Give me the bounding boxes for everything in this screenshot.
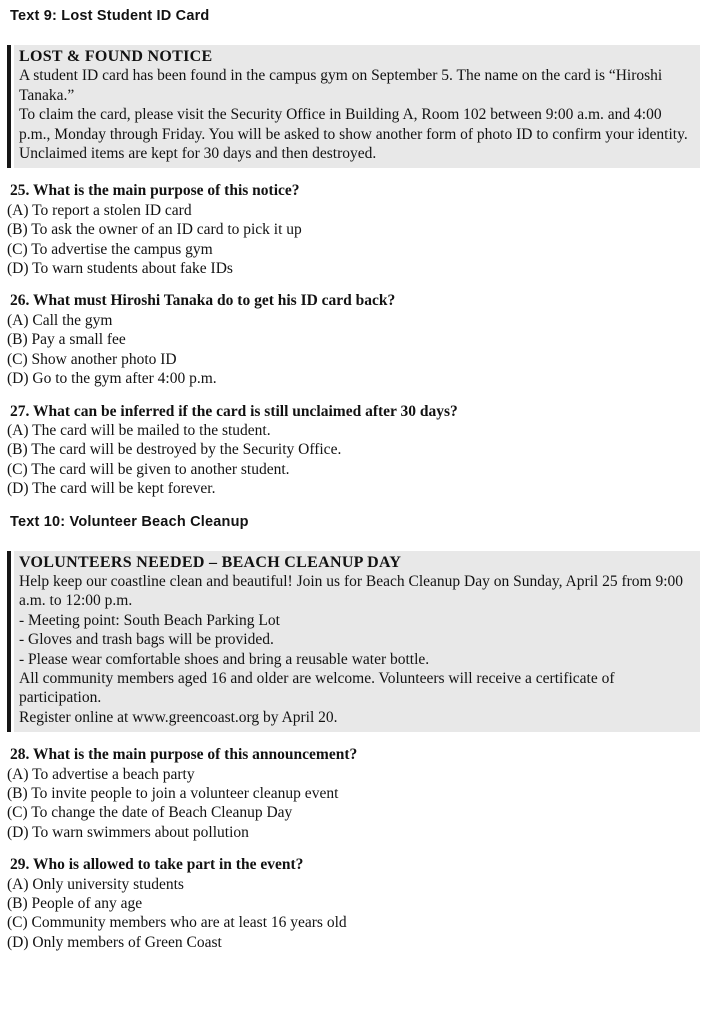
question-number: 27. (10, 402, 30, 420)
question-28 (7, 745, 700, 842)
option-letter: (D) (7, 480, 29, 498)
question-number: 26. (10, 292, 30, 310)
option-letter: (B) (7, 441, 28, 459)
option-letter: (A) (7, 765, 29, 783)
option-letter: (D) (7, 260, 29, 278)
answer-option: (C) The card will be given to another student. (7, 460, 290, 478)
notice-paragraph: A student ID card has been found in the campus gym on September 5. The name on the card is “Hiroshi Tanaka.” (19, 67, 663, 104)
notice-paragraph: To claim the card, please visit the Security Office in Building A, Room 102 between 9:00 a.m. and 4:00 p.m., Monday through Friday. You will be asked to show another form of photo ID to confirm your identity. (19, 106, 688, 143)
option-letter: (C) (7, 914, 28, 932)
option-letter: (C) (7, 460, 28, 478)
answer-option: (B) People of any age (7, 895, 143, 913)
question-number: 29. (10, 856, 30, 874)
lost-found-notice (7, 45, 700, 168)
question-27 (7, 402, 700, 499)
option-letter: (B) (7, 331, 28, 349)
question-25 (7, 181, 700, 278)
section-heading-text-10: Text 10: Volunteer Beach Cleanup (10, 513, 249, 530)
answer-option: (C) Show another photo ID (7, 350, 177, 368)
answer-option: (B) The card will be destroyed by the Security Office. (7, 441, 342, 459)
option-letter: (C) (7, 804, 28, 822)
option-letter: (A) (7, 875, 29, 893)
notice-body (14, 551, 700, 733)
option-letter: (D) (7, 823, 29, 841)
question-number: 28. (10, 746, 30, 764)
option-letter: (D) (7, 933, 29, 951)
question-text: 27. What can be inferred if the card is still unclaimed after 30 days? (10, 402, 458, 420)
answer-option: (D) Go to the gym after 4:00 p.m. (7, 370, 217, 388)
notice-paragraph: - Please wear comfortable shoes and bring a reusable water bottle. (19, 650, 430, 668)
question-text: 29. Who is allowed to take part in the event? (10, 856, 304, 874)
notice-paragraph: Help keep our coastline clean and beautiful! Join us for Beach Cleanup Day on Sunday, April 25 from 9:00 a.m. to 12:00 p.m. (19, 572, 684, 610)
notice-paragraph: Unclaimed items are kept for 30 days and then destroyed. (19, 145, 377, 163)
question-text: 25. What is the main purpose of this notice? (10, 182, 300, 200)
beach-cleanup-notice (7, 551, 700, 733)
section-heading-text-9: Text 9: Lost Student ID Card (10, 8, 210, 24)
section-text-9 (7, 8, 700, 499)
answer-option: (C) To advertise the campus gym (7, 240, 213, 258)
option-letter: (A) (7, 201, 29, 219)
document-page (7, 8, 700, 952)
answer-option: (D) Only members of Green Coast (7, 933, 222, 951)
notice-body (14, 45, 700, 168)
question-text: 26. What must Hiroshi Tanaka do to get his ID card back? (10, 292, 396, 310)
answer-option: (B) To invite people to join a volunteer cleanup event (7, 785, 339, 802)
option-letter: (D) (7, 370, 29, 388)
question-number: 25. (10, 182, 30, 200)
option-letter: (A) (7, 311, 29, 329)
question-29 (7, 855, 700, 952)
notice-paragraph: - Meeting point: South Beach Parking Lot (19, 611, 280, 629)
option-letter: (B) (7, 895, 28, 913)
question-text: 28. What is the main purpose of this announcement? (10, 746, 358, 764)
answer-option: (B) To ask the owner of an ID card to pick it up (7, 221, 302, 239)
notice-paragraph: All community members aged 16 and older are welcome. Volunteers will receive a certificate of participation. (19, 669, 615, 707)
answer-option: (D) To warn students about fake IDs (7, 260, 233, 278)
answer-option: (B) Pay a small fee (7, 331, 126, 349)
option-letter: (A) (7, 421, 29, 439)
answer-option: (C) To change the date of Beach Cleanup Day (7, 804, 293, 822)
notice-title: LOST & FOUND NOTICE (19, 48, 213, 65)
section-text-10 (7, 514, 700, 953)
question-26 (7, 291, 700, 388)
option-letter: (B) (7, 221, 28, 239)
answer-option: (C) Community members who are at least 16 years old (7, 914, 347, 932)
answer-option: (A) To advertise a beach party (7, 765, 195, 783)
option-letter: (C) (7, 350, 28, 368)
answer-option: (A) Call the gym (7, 311, 113, 329)
notice-paragraph: Register online at www.greencoast.org by April 20. (19, 708, 338, 726)
answer-option: (A) To report a stolen ID card (7, 201, 192, 219)
answer-option: (D) The card will be kept forever. (7, 480, 216, 498)
notice-paragraph: - Gloves and trash bags will be provided. (19, 631, 274, 649)
answer-option: (A) Only university students (7, 875, 184, 893)
answer-option: (A) The card will be mailed to the student. (7, 421, 271, 439)
option-letter: (C) (7, 240, 28, 258)
notice-title: VOLUNTEERS NEEDED – BEACH CLEANUP DAY (19, 553, 402, 571)
answer-option: (D) To warn swimmers about pollution (7, 823, 249, 841)
option-letter: (B) (7, 785, 28, 802)
